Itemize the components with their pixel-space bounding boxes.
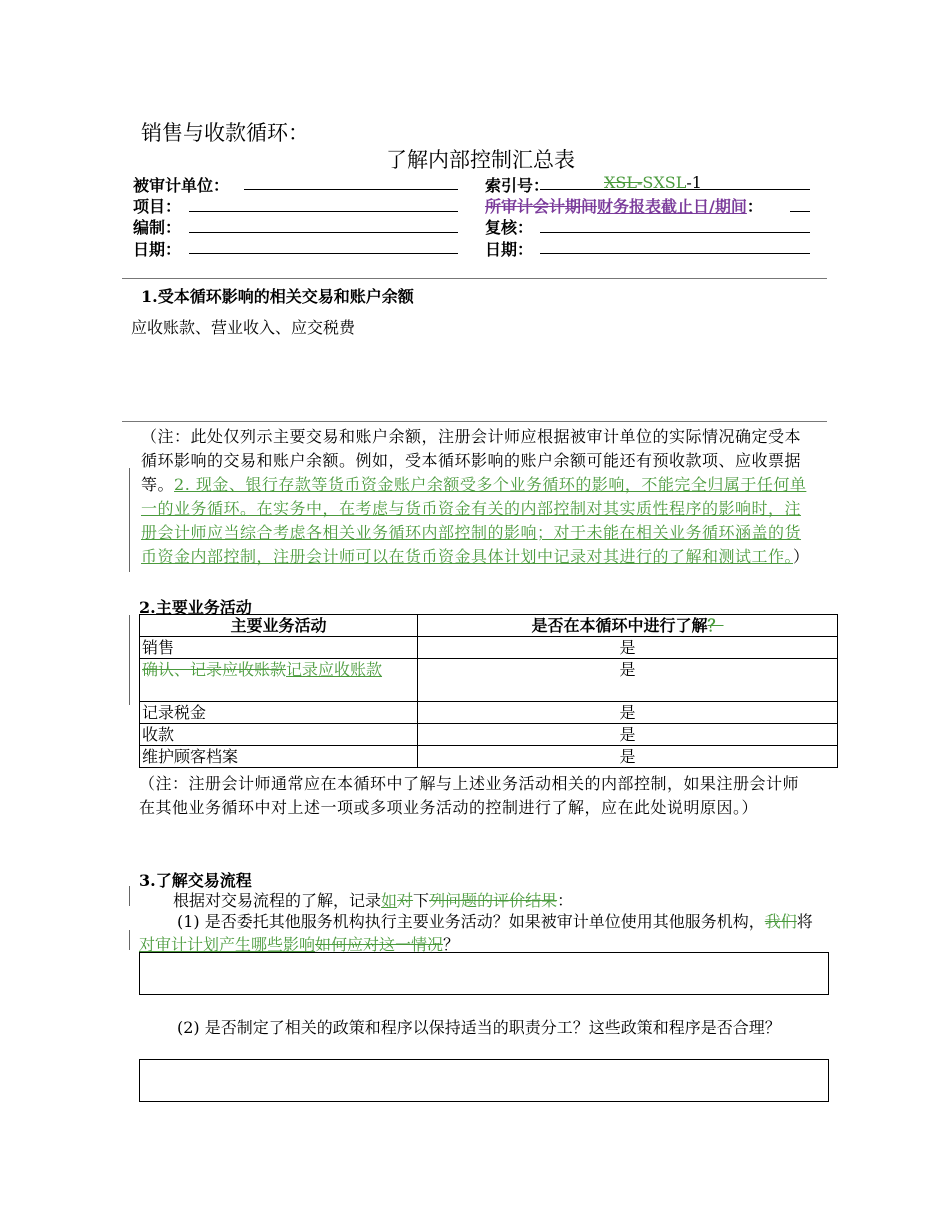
intro-deleted-2: 列问题的评价结果 <box>429 891 558 910</box>
change-bar-note1 <box>129 468 130 572</box>
intro-inserted: 如 <box>381 891 398 910</box>
q1-end: ？ <box>443 935 460 954</box>
document-title: 了解内部控制汇总表 <box>386 148 575 172</box>
activity-cell: 记录税金 <box>140 702 418 724</box>
date-field-left[interactable] <box>189 253 458 254</box>
date-label-left: 日期： <box>133 240 182 259</box>
date-label-right: 日期： <box>485 240 534 259</box>
col-understood-text: 是否在本循环中进行了解 <box>531 616 708 635</box>
period-field[interactable] <box>790 211 810 212</box>
section1-note <box>141 425 813 569</box>
table-row <box>140 637 838 659</box>
activity-cell: 收款 <box>140 724 418 746</box>
intro-deleted-1: 对 <box>397 891 414 910</box>
section2-note: （注：注册会计师通常应在本循环中了解与上述业务活动相关的内部控制，如果注册会计师在其他业务循环中对上述一项或多项业务活动的控制进行了解，应在此处说明原因。） <box>139 774 800 817</box>
index-suffix: -1 <box>686 173 702 192</box>
q1-deleted-1: 我们 <box>764 912 797 931</box>
index-deleted: XSL- <box>604 173 643 192</box>
activity-inserted: 记录应收账款 <box>286 660 383 679</box>
index-label: 索引号： <box>485 176 550 195</box>
prepared-label: 编制： <box>133 218 182 237</box>
section1-top-rule <box>122 278 827 279</box>
section-title: 销售与收款循环： <box>141 121 309 145</box>
q1-deleted-2: 如何应对这一情况 <box>315 935 444 954</box>
change-bar-q1 <box>129 930 130 950</box>
section1-bottom-rule <box>122 421 827 422</box>
intro-text-b: 下 <box>413 891 430 910</box>
table-header-row <box>140 615 838 637</box>
q1-inserted: 对审计计划产生哪些影响 <box>139 935 316 954</box>
answer-box-2[interactable] <box>139 1059 829 1102</box>
prepared-field[interactable] <box>189 232 458 233</box>
date-field-right[interactable] <box>540 253 810 254</box>
table-row <box>140 724 838 746</box>
section3-heading: 3.了解交易流程 <box>139 871 252 890</box>
activity-cell: 销售 <box>140 637 418 659</box>
understood-cell: 是 <box>418 702 838 724</box>
understood-cell: 是 <box>418 659 838 702</box>
table-row <box>140 702 838 724</box>
project-field[interactable] <box>189 211 458 212</box>
period-inserted: 财务报表截止日/期间 <box>597 197 747 216</box>
col-activity-header: 主要业务活动 <box>140 615 418 637</box>
q1-text-b: 将 <box>796 912 813 931</box>
section1-heading: 1.受本循环影响的相关交易和账户余额 <box>141 287 414 306</box>
project-label: 项目： <box>133 197 182 216</box>
auditee-label: 被审计单位： <box>133 176 230 195</box>
question-2: (2) 是否制定了相关的政策和程序以保持适当的职责分工？这些政策和程序是否合理？ <box>177 1018 781 1037</box>
change-bar-table <box>129 615 130 705</box>
section1-content: 应收账款、营业收入、应交税费 <box>131 318 356 337</box>
q1-text-a: (1) 是否委托其他服务机构执行主要业务活动？如果被审计单位使用其他服务机构， <box>177 912 765 931</box>
col-understood-deleted: ？ <box>707 616 724 635</box>
auditee-field[interactable] <box>244 189 458 190</box>
section1-note-inserted: 2. 现金、银行存款等货币资金账户余额受多个业务循环的影响，不能完全归属于任何单一的业务循环。在实务中，在考虑与货币资金有关的内部控制对其实质性程序的影响时，注册会计师应当综合考虑各相关业务循环内部控制的影响；对于未能在相关业务循环涵盖的货币资金内部控制，注册会计师可以在货币资金具体计划中记录对其进行的了解和测试工作。 <box>141 475 807 566</box>
activities-table <box>139 614 838 768</box>
activity-cell: 维护顾客档案 <box>140 746 418 768</box>
section3-intro <box>173 888 573 911</box>
period-deleted: 所审计会计期间 <box>485 197 598 216</box>
col-understood-header <box>418 615 838 637</box>
index-inserted: SXSL <box>642 173 687 192</box>
understood-cell: 是 <box>418 724 838 746</box>
section2-heading: 2.主要业务活动 <box>139 598 252 617</box>
activity-deleted: 确认、记录应收账款 <box>142 660 287 679</box>
answer-box-1[interactable] <box>139 952 829 995</box>
section1-note-close: ） <box>793 547 810 566</box>
question-1 <box>139 910 815 956</box>
understood-cell: 是 <box>418 746 838 768</box>
index-field[interactable] <box>540 189 810 190</box>
table-row <box>140 746 838 768</box>
change-bar-intro <box>129 886 130 906</box>
intro-end: ： <box>557 891 574 910</box>
table-row <box>140 659 838 702</box>
understood-cell: 是 <box>418 637 838 659</box>
period-label <box>485 194 763 217</box>
section1-note-plain: （注：此处仅列示主要交易和账户余额，注册会计师应根据被审计单位的实际情况确定受本循环影响的交易和账户余额。例如，受本循环影响的账户余额可能还有预收款项、应收票据等。 <box>141 427 802 494</box>
intro-text-a: 根据对交易流程的了解，记录 <box>173 891 382 910</box>
period-colon: ： <box>746 197 763 216</box>
review-field[interactable] <box>540 232 810 233</box>
review-label: 复核： <box>485 218 534 237</box>
activity-cell <box>140 659 418 702</box>
